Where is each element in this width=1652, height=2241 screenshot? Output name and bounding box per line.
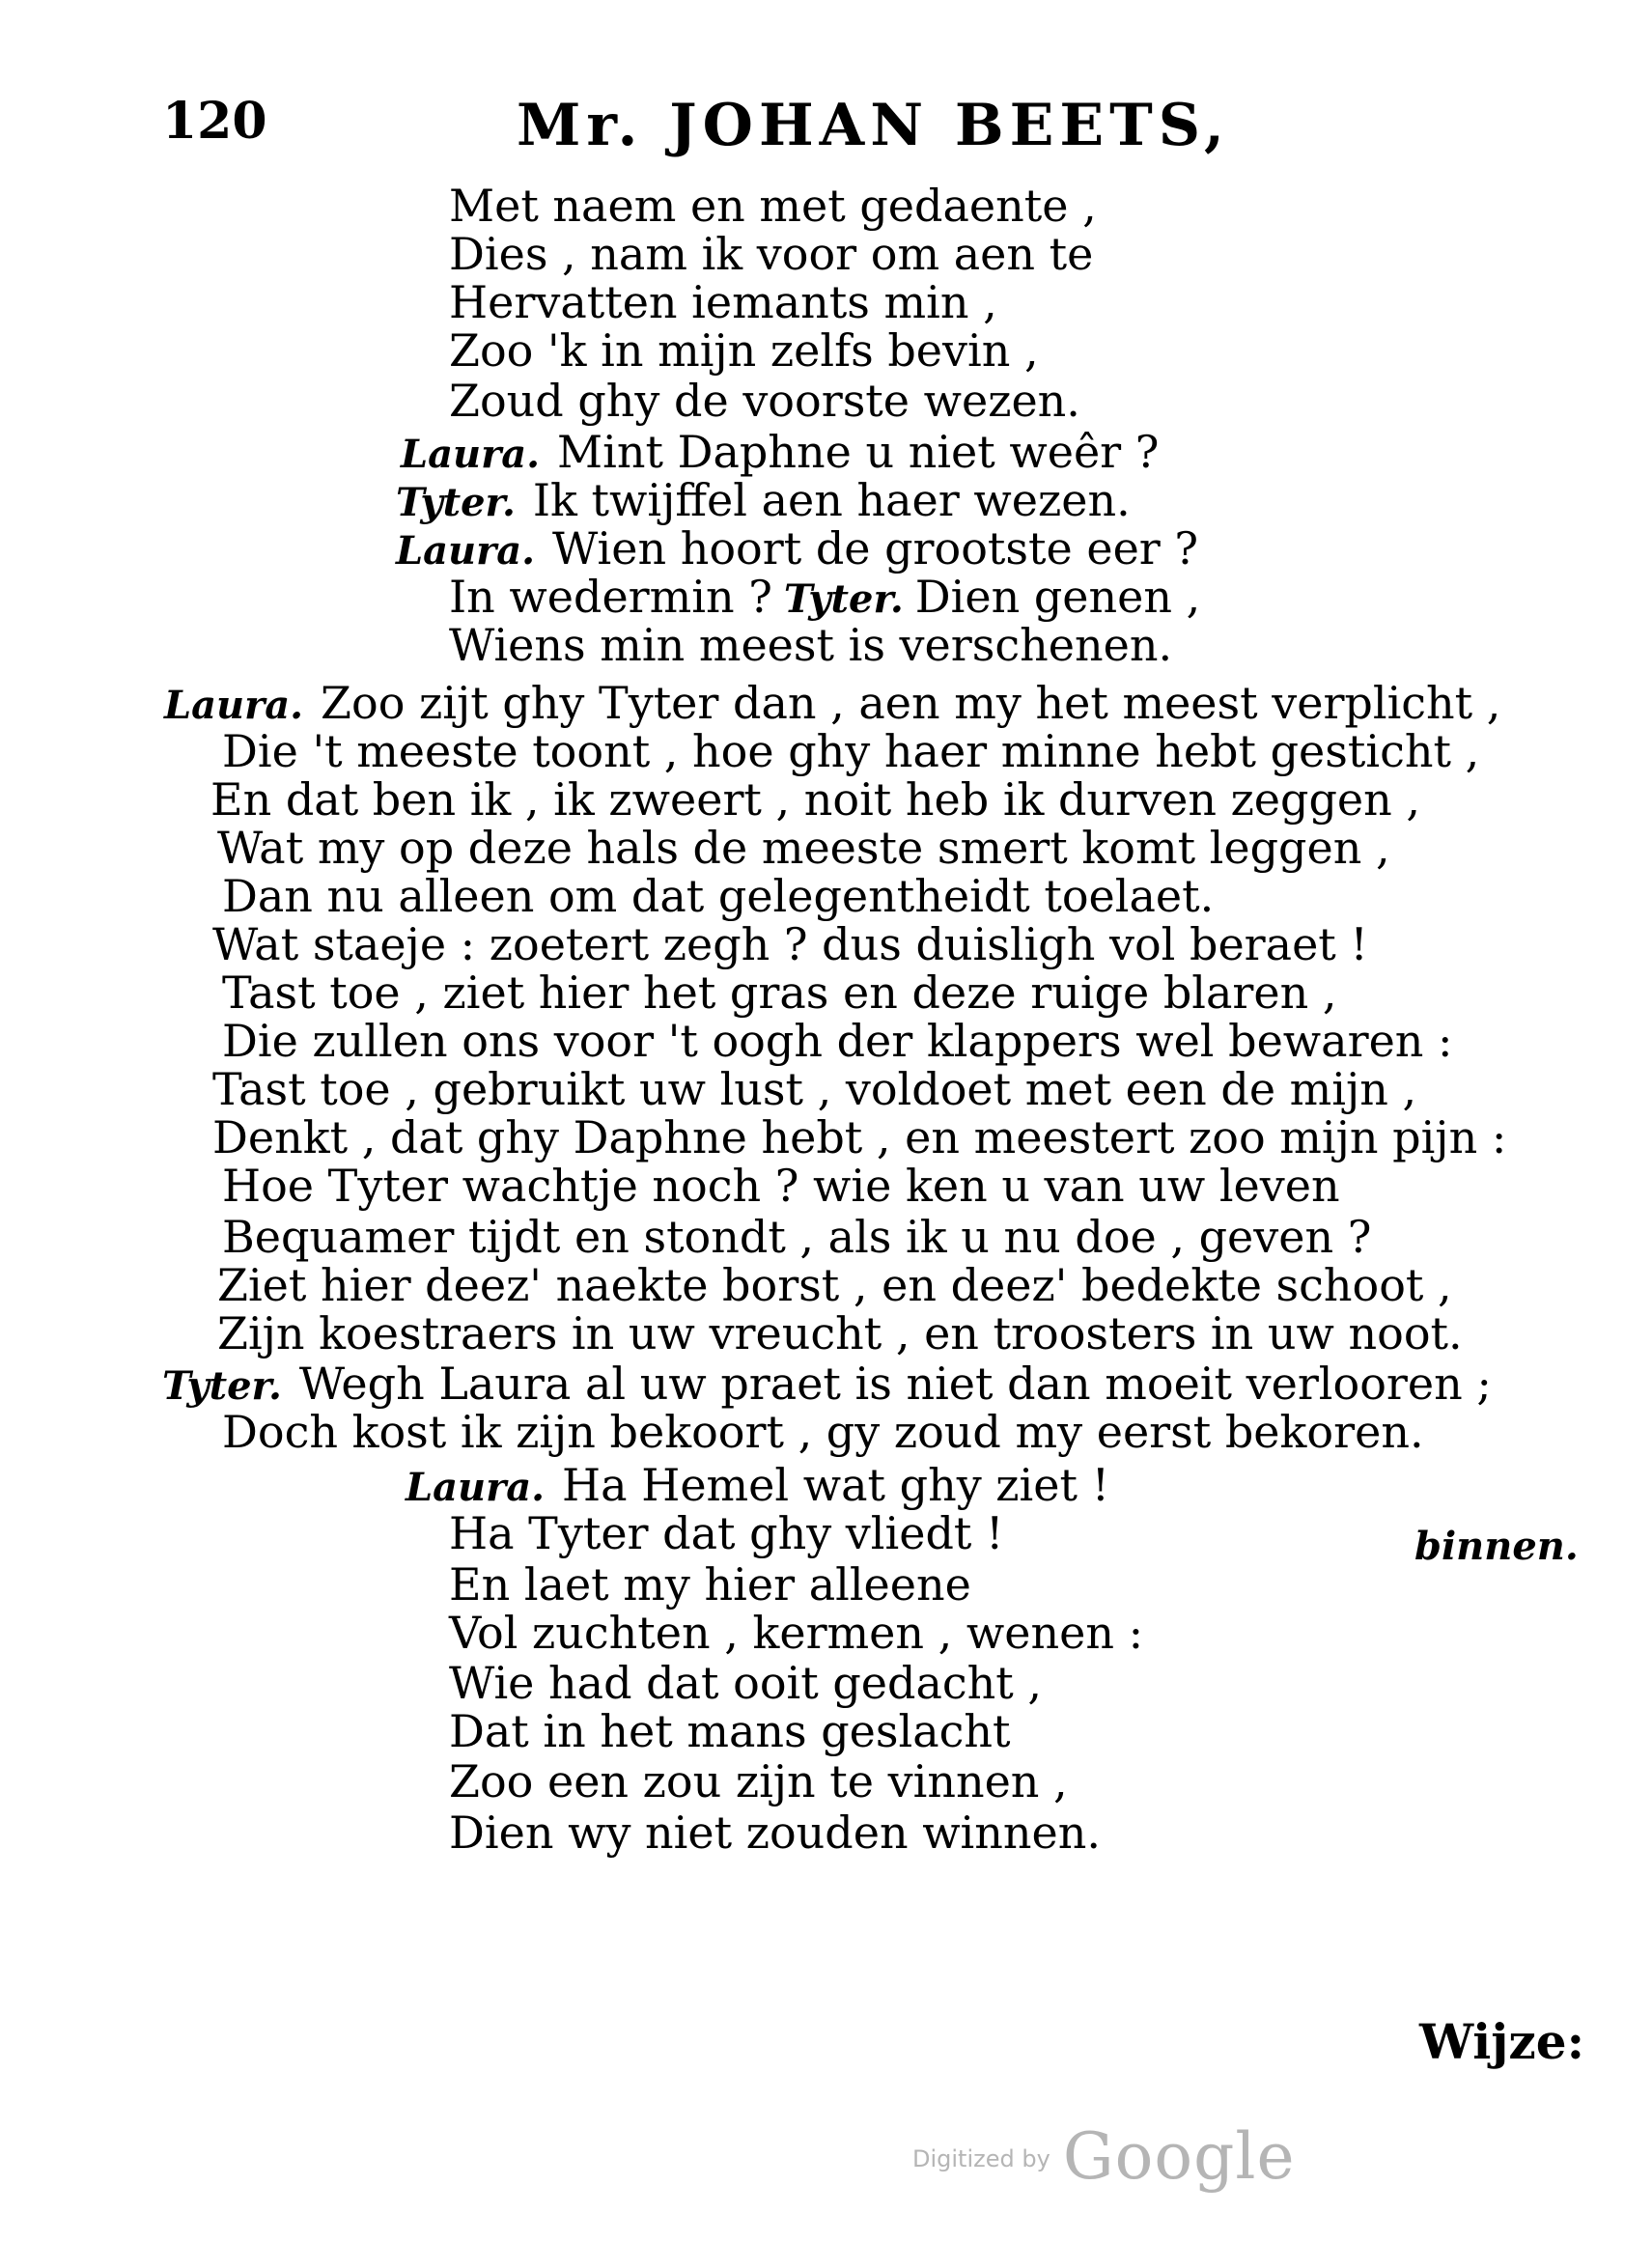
verse-line xyxy=(396,474,1131,526)
verse-text: Die zullen ons voor 't oogh der klappers wel bewaren : xyxy=(222,1015,1453,1067)
verse-line xyxy=(162,1358,1492,1410)
verse-text: Wiens min meest is verschenen. xyxy=(449,619,1173,671)
verse-line xyxy=(222,1211,1372,1263)
verse-line xyxy=(222,966,1337,1019)
verse-text: Zoud ghy de voorste wezen. xyxy=(449,375,1080,427)
verse-line xyxy=(449,1607,1144,1659)
verse-line xyxy=(222,1160,1340,1212)
verse-text: Ik twijffel aen haer wezen. xyxy=(532,474,1131,526)
verse-text: Doch kost ik zijn bekoort , gy zoud my eerst bekoren. xyxy=(222,1406,1424,1458)
verse-line xyxy=(449,1755,1068,1807)
verse-line xyxy=(396,522,1199,574)
verse-text: Denkt , dat ghy Daphne hebt , en meestert zoo mijn pijn : xyxy=(212,1111,1507,1163)
google-logo: Google xyxy=(1062,2119,1296,2194)
verse-line xyxy=(449,1507,1004,1559)
verse-text: Dien genen , xyxy=(914,571,1201,623)
verse-line xyxy=(449,375,1080,427)
verse-text: Wat my op deze hals de meeste smert komt leggen , xyxy=(217,822,1390,874)
verse-line xyxy=(164,677,1501,729)
running-title: Mr. JOHAN BEETS, xyxy=(517,92,1230,159)
verse-line xyxy=(210,773,1421,826)
verse-text: Die 't meeste toont , hoe ghy haer minne hebt gesticht , xyxy=(222,725,1480,777)
verse-line xyxy=(449,571,1201,623)
verse-text: Hoe Tyter wachtje noch ? wie ken u van uw leven xyxy=(222,1160,1340,1212)
verse-text: Bequamer tijdt en stondt , als ik u nu doe , geven ? xyxy=(222,1211,1372,1263)
verse-text: Wien hoort de grootste eer ? xyxy=(552,522,1199,574)
stage-direction: binnen. xyxy=(1414,1524,1579,1569)
verse-line xyxy=(222,870,1215,922)
verse-text: Tast toe , ziet hier het gras en deze ruige blaren , xyxy=(222,966,1337,1019)
verse-line xyxy=(449,1705,1011,1757)
verse-line xyxy=(449,1657,1042,1709)
verse-text: En laet my hier alleene xyxy=(449,1558,971,1611)
verse-text: Dien wy niet zouden winnen. xyxy=(449,1807,1101,1859)
verse-text: En dat ben ik , ik zweert , noit heb ik durven zeggen , xyxy=(210,773,1421,826)
verse-line xyxy=(217,1307,1463,1359)
speaker-label: Laura. xyxy=(396,528,536,574)
verse-text: Wie had dat ooit gedacht , xyxy=(449,1657,1042,1709)
watermark-prefix: Digitized by xyxy=(912,2145,1050,2172)
verse-line xyxy=(449,324,1039,377)
verse-text: Tast toe , gebruikt uw lust , voldoet met een de mijn , xyxy=(212,1063,1417,1115)
digitized-watermark xyxy=(912,2119,1296,2194)
verse-text: Dat in het mans geslacht xyxy=(449,1705,1011,1757)
verse-line xyxy=(449,180,1097,232)
verse-text: Ha Hemel wat ghy ziet ! xyxy=(562,1459,1110,1511)
verse-text: Wegh Laura al uw praet is niet dan moeit verlooren ; xyxy=(298,1358,1492,1410)
verse-text: Wat staeje : zoetert zegh ? dus duisligh vol beraet ! xyxy=(212,918,1368,970)
verse-line xyxy=(449,619,1173,671)
verse-text: Dies , nam ik voor om aen te xyxy=(449,228,1094,280)
speaker-label: Laura. xyxy=(401,432,541,477)
verse-text: Met naem en met gedaente , xyxy=(449,180,1097,232)
verse-line xyxy=(449,228,1094,280)
verse-line xyxy=(449,1558,971,1611)
verse-line xyxy=(212,1063,1417,1115)
page-header xyxy=(0,92,1652,179)
verse-text: In wedermin ? xyxy=(449,571,772,623)
verse-line xyxy=(222,725,1480,777)
verse-line xyxy=(212,918,1368,970)
speaker-label: Tyter. xyxy=(783,576,904,622)
verse-text: Zijn koestraers in uw vreucht , en troosters in uw noot. xyxy=(217,1307,1463,1359)
verse-text: Mint Daphne u niet weêr ? xyxy=(557,426,1160,478)
catchword: Wijze: xyxy=(1419,2013,1585,2070)
verse-line xyxy=(449,1807,1101,1859)
verse-text: Hervatten iemants min , xyxy=(449,276,997,328)
verse-line xyxy=(406,1459,1110,1511)
speaker-label: Tyter. xyxy=(396,480,516,525)
verse-text: Dan nu alleen om dat gelegentheidt toelaet. xyxy=(222,870,1215,922)
verse-text: Zoo zijt ghy Tyter dan , aen my het meest verplicht , xyxy=(321,677,1501,729)
verse-line xyxy=(212,1111,1507,1163)
verse-text: Ha Tyter dat ghy vliedt ! xyxy=(449,1507,1004,1559)
speaker-label: Tyter. xyxy=(162,1363,282,1409)
verse-line xyxy=(217,822,1390,874)
verse-line xyxy=(222,1406,1424,1458)
verse-text: Zoo 'k in mijn zelfs bevin , xyxy=(449,324,1039,377)
verse-line xyxy=(217,1259,1452,1311)
verse-text: Zoo een zou zijn te vinnen , xyxy=(449,1755,1068,1807)
speaker-label: Laura. xyxy=(406,1465,546,1510)
verse-text: Ziet hier deez' naekte borst , en deez' bedekte schoot , xyxy=(217,1259,1452,1311)
verse-line xyxy=(449,276,997,328)
verse-line xyxy=(401,426,1160,478)
verse-line xyxy=(222,1015,1453,1067)
page-number: 120 xyxy=(162,92,267,151)
verse-text: Vol zuchten , kermen , wenen : xyxy=(449,1607,1144,1659)
speaker-label: Laura. xyxy=(164,683,304,728)
